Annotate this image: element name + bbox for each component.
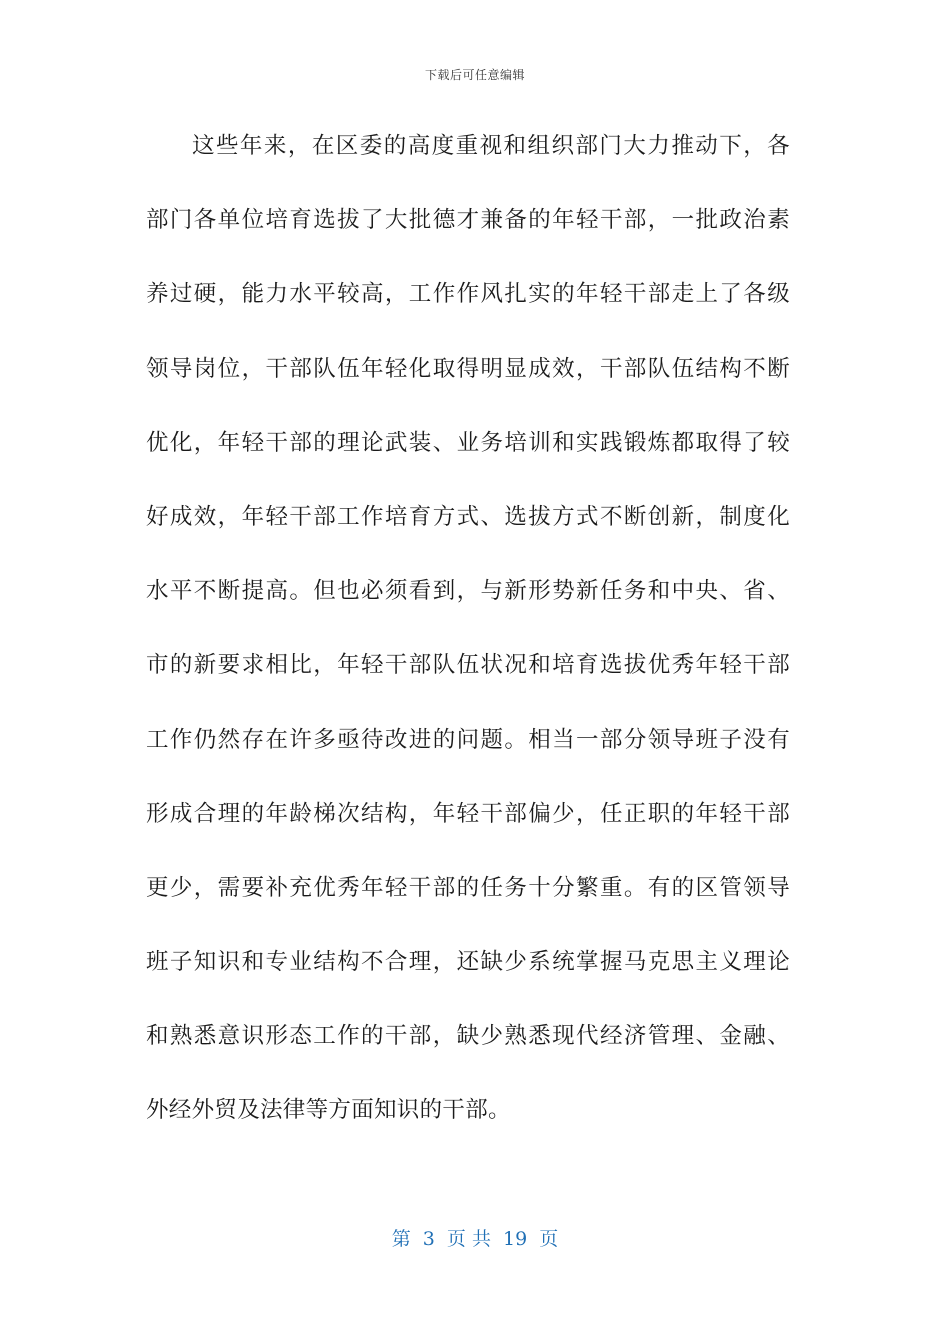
paragraph-line: 优化，年轻干部的理论武装、业务培训和实践锻炼都取得了较 <box>146 429 790 456</box>
paragraph-line: 市的新要求相比，年轻干部队伍状况和培育选拔优秀年轻干部 <box>146 652 790 679</box>
paragraph-line: 水平不断提高。但也必须看到，与新形势新任务和中央、省、 <box>146 578 790 605</box>
page-header-note: 下载后可任意编辑 <box>424 68 525 82</box>
paragraph-line: 形成合理的年龄梯次结构，年轻干部偏少，任正职的年轻干部 <box>146 800 790 827</box>
paragraph-line: 好成效，年轻干部工作培育方式、选拔方式不断创新，制度化 <box>146 503 790 530</box>
paragraph-line: 更少，需要补充优秀年轻干部的任务十分繁重。有的区管领导 <box>146 874 790 901</box>
paragraph-line: 和熟悉意识形态工作的干部，缺少熟悉现代经济管理、金融、 <box>146 1023 790 1050</box>
paragraph-line: 班子知识和专业结构不合理，还缺少系统掌握马克思主义理论 <box>146 949 790 976</box>
paragraph-line: 部门各单位培育选拔了大批德才兼备的年轻干部，一批政治素 <box>146 207 790 234</box>
paragraph-line: 外经外贸及法律等方面知识的干部。 <box>146 1097 511 1124</box>
paragraph-line: 养过硬，能力水平较高，工作作风扎实的年轻干部走上了各级 <box>146 281 790 308</box>
paragraph-line: 领导岗位，干部队伍年轻化取得明显成效，干部队伍结构不断 <box>146 355 790 382</box>
paragraph-line: 工作仍然存在许多亟待改进的问题。相当一部分领导班子没有 <box>146 726 790 753</box>
document-body <box>146 122 790 1161</box>
paragraph-line: 这些年来，在区委的高度重视和组织部门大力推动下，各 <box>192 133 790 159</box>
page-number: 第 3 页 共 19 页 <box>391 1228 559 1250</box>
